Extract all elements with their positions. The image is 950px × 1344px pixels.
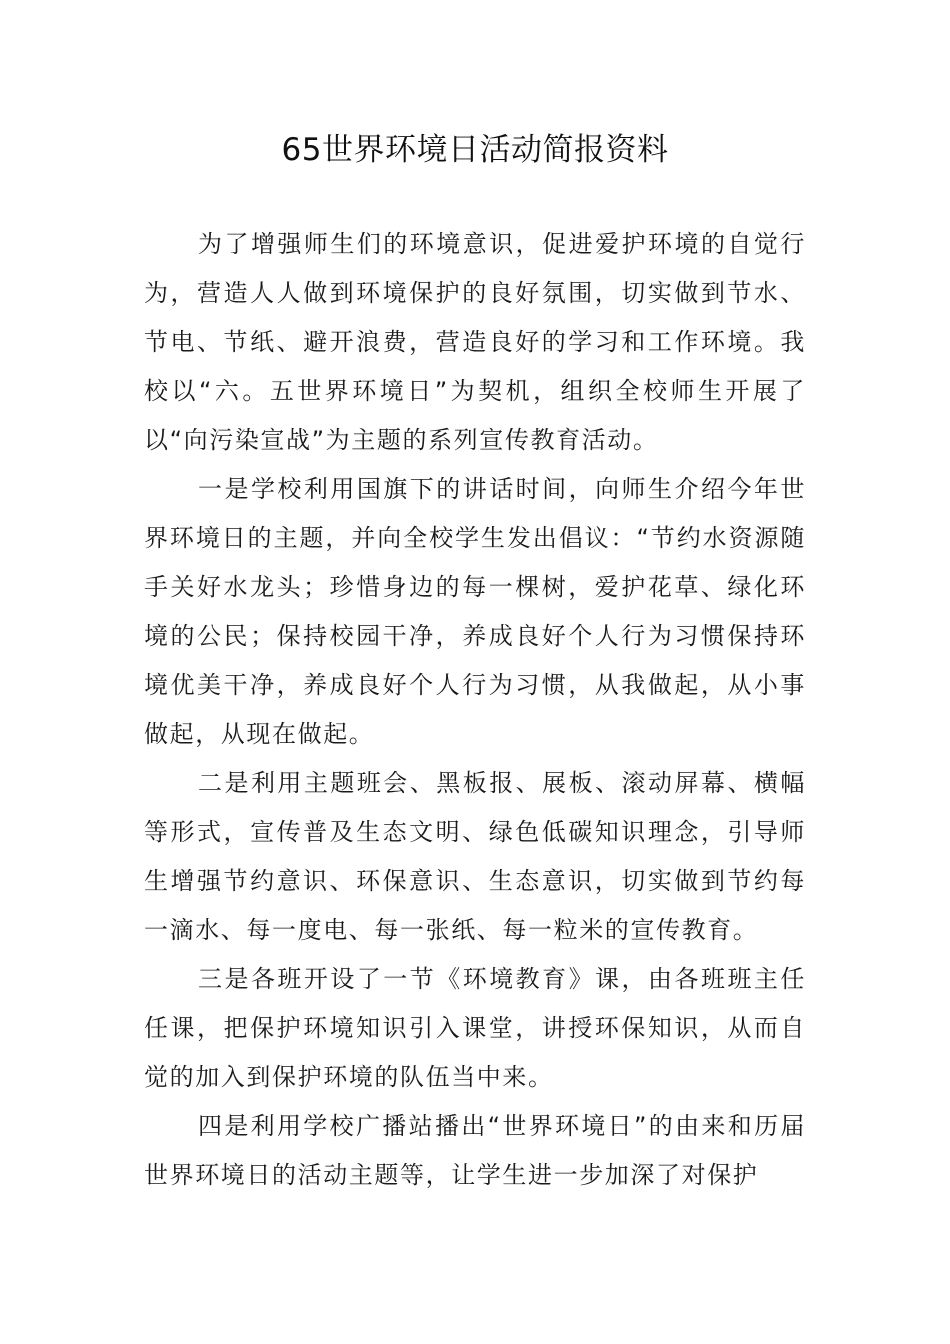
paragraph-item-3: 三是各班开设了一节《环境教育》课，由各班班主任任课，把保护环境知识引入课堂，讲授环保知识，从而自觉的加入到保护环境的队伍当中来。: [144, 965, 806, 1091]
paragraph-item-1: 一是学校利用国旗下的讲话时间，向师生介绍今年世界环境日的主题，并向全校学生发出倡议：“节约水资源随手关好水龙头；珍惜身边的每一棵树，爱护花草、绿化环境的公民；保持校园干净，养成良好个人行为习惯保持环境优美干净，养成良好个人行为习惯，从我做起，从小事做起，从现在做起。: [144, 475, 806, 748]
paragraph-intro: 为了增强师生们的环境意识，促进爱护环境的自觉行为，营造人人做到环境保护的良好氛围，切实做到节水、节电、节纸、避开浪费，营造良好的学习和工作环境。我校以“六。五世界环境日”为契机，组织全校师生开展了以“向污染宣战”为主题的系列宣传教育活动。: [144, 230, 806, 454]
paragraph-item-4: 四是利用学校广播站播出“世界环境日”的由来和历届世界环境日的活动主题等，让学生进一步加深了对保护: [144, 1112, 806, 1189]
paragraph-item-2: 二是利用主题班会、黑板报、展板、滚动屏幕、横幅等形式，宣传普及生态文明、绿色低碳知识理念，引导师生增强节约意识、环保意识、生态意识，切实做到节约每一滴水、每一度电、每一张纸、每一粒米的宣传教育。: [144, 769, 806, 944]
document-title: 65世界环境日活动简报资料: [281, 132, 669, 168]
document-body: [144, 220, 806, 1200]
